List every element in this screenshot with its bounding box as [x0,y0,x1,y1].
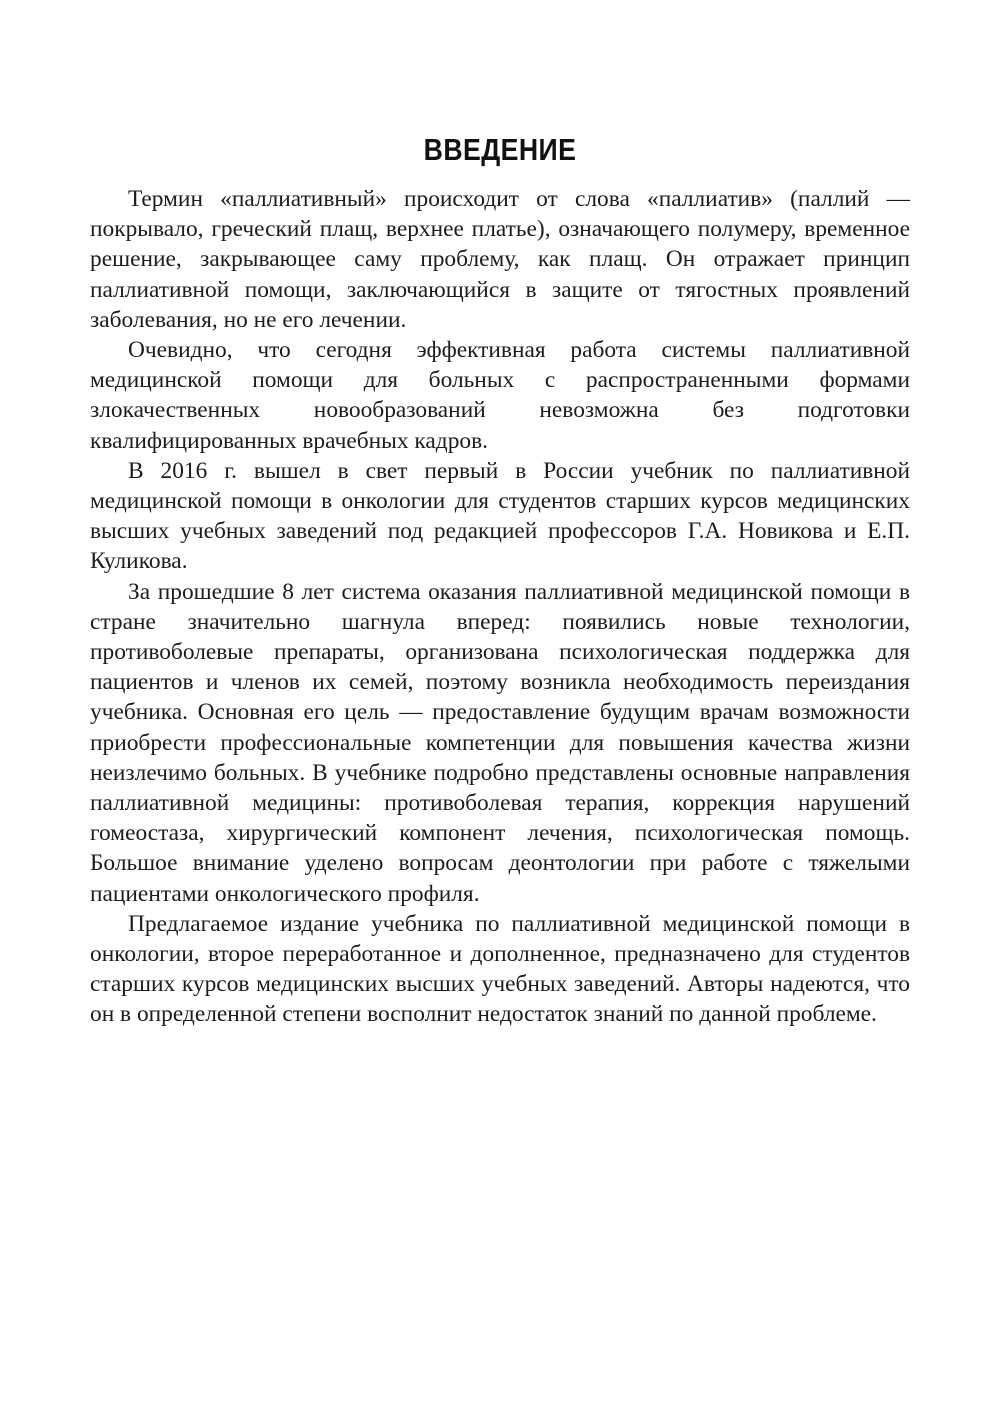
paragraph-5: Предлагаемое издание учебника по паллиативной медицинской помощи в онкологии, второе переработанное и дополненное, предназначено для студентов старших курсов медицинских высших учебных заведений. Авторы надеются, что он в определенной степени восполнит недостаток знаний по данной проблеме. [90,910,910,1028]
paragraph-1: Термин «паллиативный» происходит от слова «паллиатив» (паллий — покрывало, греческий плащ, верхнее платье), означающего полумеру, временное решение, закрывающее саму проблему, как плащ. Он отражает принцип паллиативной помощи, заключающийся в защите от тягостных проявлений заболевания, но не его лечении. [90,186,910,333]
page-title: ВВЕДЕНИЕ [423,132,577,167]
document-page [90,132,910,1030]
paragraph-3: В 2016 г. вышел в свет первый в России учебник по паллиативной медицинской помощи в онкологии для студентов старших курсов медицинских высших учебных заведений под редакцией профессоров Г.А. Новикова и Е.П. Куликова. [90,457,910,575]
paragraph-2: Очевидно, что сегодня эффективная работа системы паллиативной медицинской помощи для больных с распространенными формами злокачественных новообразований невозможна без подготовки квалифицированных врачебных кадров. [90,337,910,454]
paragraph-4: За прошедшие 8 лет система оказания паллиативной медицинской помощи в стране значительно шагнула вперед: появились новые технологии, противоболевые препараты, организована психологическая поддержка для пациентов и членов их семей, поэтому возникла необходимость переиздания учебника. Основная его цель — предоставление будущим врачам возможности приобрести профессиональные компетенции для повышения качества жизни неизлечимо больных. В учебнике подробно представлены основные направления паллиативной медицины: противоболевая терапия, коррекция нарушений гомеостаза, хирургический компонент лечения, психологическая помощь. Большое внимание уделено вопросам деонтологии при работе с тяжелыми пациентами онкологического профиля. [90,578,910,907]
